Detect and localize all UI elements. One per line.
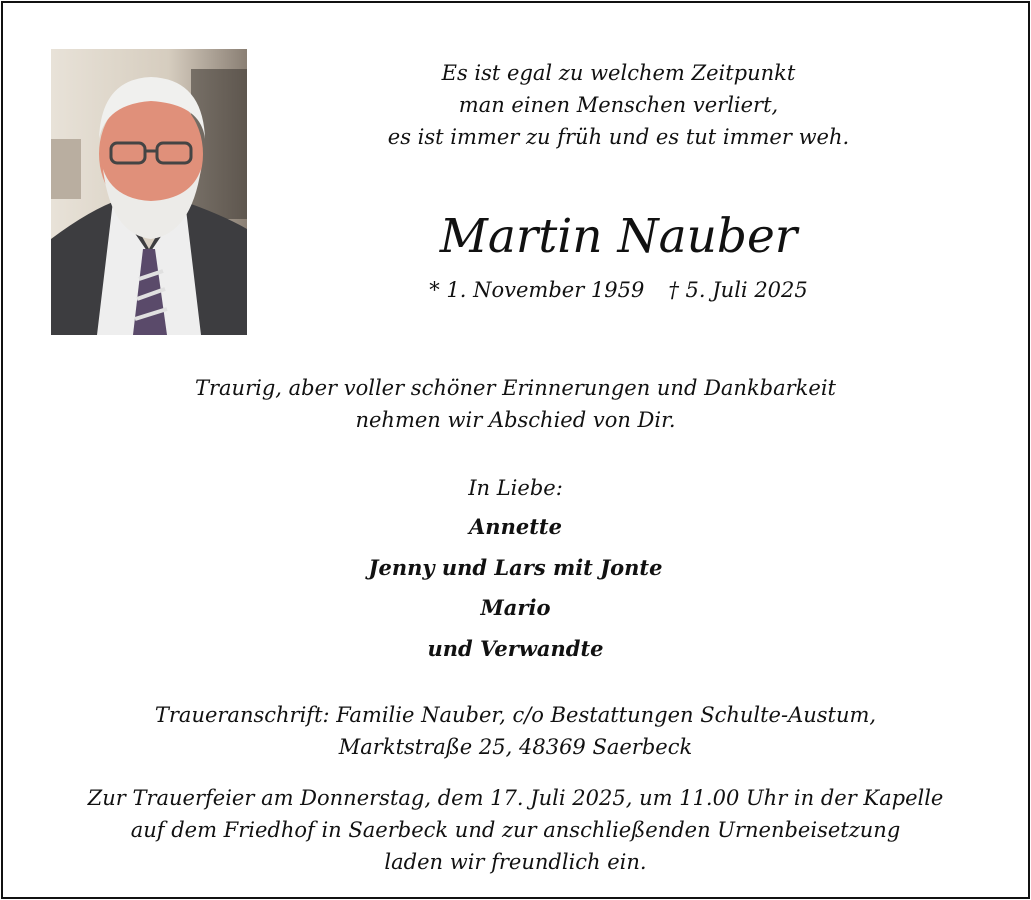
message-line-1: Traurig, aber voller schöner Erinnerungen und Dankbarkeit — [194, 376, 836, 400]
death-date: † 5. Juli 2025 — [668, 278, 808, 302]
birth-date: * 1. November 1959 — [429, 278, 645, 302]
quote-line-1: Es ist egal zu welchem Zeitpunkt — [441, 61, 796, 85]
service-line-1: Zur Trauerfeier am Donnerstag, dem 17. Juli 2025, um 11.00 Uhr in der Kapelle — [87, 786, 944, 810]
quote-line-2: man einen Menschen verliert, — [458, 93, 779, 117]
mourner-name: Mario — [480, 595, 551, 620]
mourner-name: Jenny und Lars mit Jonte — [368, 555, 663, 580]
mourner-name: Annette — [469, 514, 562, 539]
message-line-2: nehmen wir Abschied von Dir. — [355, 408, 676, 432]
address-line-2: Marktstraße 25, 48369 Saerbeck — [338, 735, 693, 759]
deceased-name: Martin Nauber — [439, 209, 798, 264]
mourners-intro: In Liebe: — [468, 476, 563, 500]
quote-line-3: es ist immer zu früh und es tut immer weh. — [387, 125, 850, 149]
address-line-1: Traueranschrift: Familie Nauber, c/o Bestattungen Schulte-Austum, — [154, 703, 877, 727]
mourner-name: und Verwandte — [427, 636, 604, 661]
life-dates — [103, 278, 1031, 302]
service-line-3: laden wir freundlich ein. — [384, 850, 647, 874]
service-line-2: auf dem Friedhof in Saerbeck und zur anschließenden Urnenbeisetzung — [130, 818, 901, 842]
